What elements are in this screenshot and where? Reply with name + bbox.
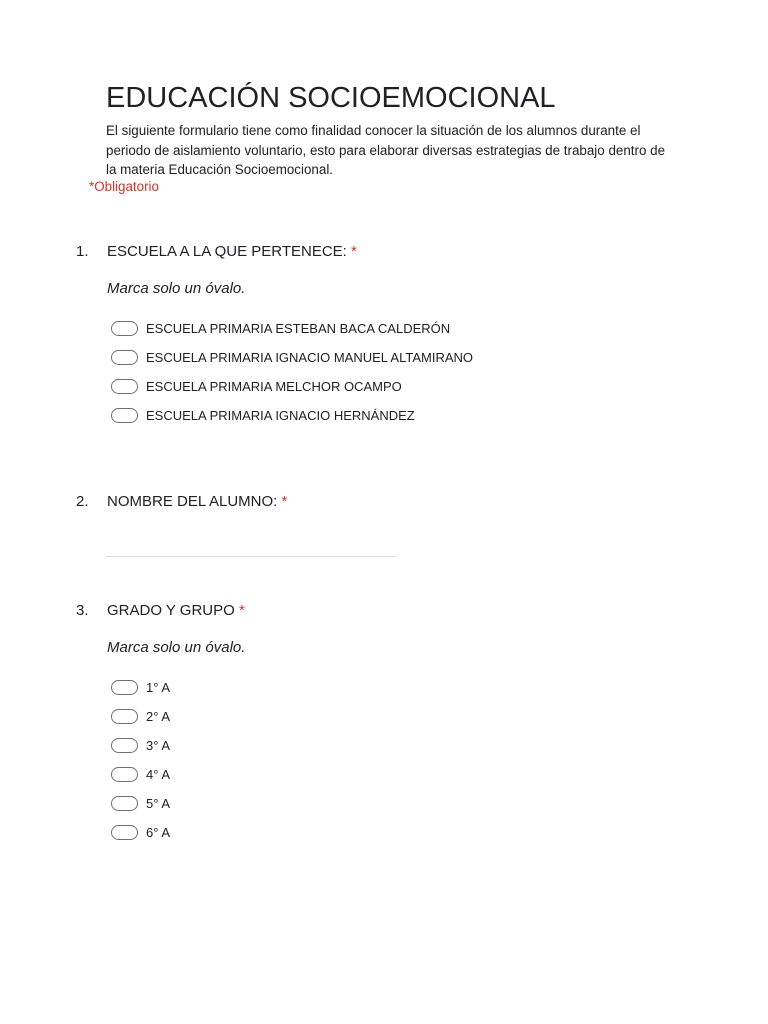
option-4a[interactable] bbox=[111, 764, 170, 784]
question-number: 3. bbox=[76, 602, 89, 619]
option-3a[interactable] bbox=[111, 735, 170, 755]
radio-oval[interactable] bbox=[111, 825, 138, 840]
form-title: EDUCACIÓN SOCIOEMOCIONAL bbox=[106, 82, 556, 114]
option-label: 2° A bbox=[146, 708, 170, 724]
question-number: 2. bbox=[76, 493, 89, 510]
required-asterisk: * bbox=[281, 493, 288, 510]
option-1a[interactable] bbox=[111, 677, 170, 697]
question-hint: Marca solo un óvalo. bbox=[107, 639, 246, 656]
option-label: 6° A bbox=[146, 824, 170, 840]
radio-oval[interactable] bbox=[111, 321, 138, 336]
option-2a[interactable] bbox=[111, 706, 170, 726]
question-title-text: GRADO Y GRUPO bbox=[107, 602, 235, 619]
radio-oval[interactable] bbox=[111, 796, 138, 811]
question-number: 1. bbox=[76, 243, 89, 260]
option-melchor-ocampo[interactable] bbox=[111, 376, 402, 396]
required-asterisk: * bbox=[238, 602, 245, 619]
question-title bbox=[107, 243, 357, 260]
required-note: *Obligatorio bbox=[89, 179, 159, 194]
radio-oval[interactable] bbox=[111, 680, 138, 695]
question-title bbox=[107, 493, 287, 510]
option-label: 3° A bbox=[146, 737, 170, 753]
radio-oval[interactable] bbox=[111, 767, 138, 782]
question-title bbox=[107, 602, 245, 619]
option-label: ESCUELA PRIMARIA IGNACIO HERNÁNDEZ bbox=[146, 407, 415, 423]
option-ignacio-manuel-altamirano[interactable] bbox=[111, 347, 473, 367]
option-6a[interactable] bbox=[111, 822, 170, 842]
student-name-field[interactable] bbox=[106, 556, 396, 557]
option-esteban-baca-calderon[interactable] bbox=[111, 318, 450, 338]
question-title-text: NOMBRE DEL ALUMNO: bbox=[107, 493, 278, 510]
option-label: 5° A bbox=[146, 795, 170, 811]
question-title-text: ESCUELA A LA QUE PERTENECE: bbox=[107, 243, 347, 260]
option-label: ESCUELA PRIMARIA ESTEBAN BACA CALDERÓN bbox=[146, 320, 451, 336]
option-label: ESCUELA PRIMARIA IGNACIO MANUEL ALTAMIRANO bbox=[146, 349, 473, 365]
option-label: 1° A bbox=[146, 679, 170, 695]
option-ignacio-hernandez[interactable] bbox=[111, 405, 415, 425]
option-5a[interactable] bbox=[111, 793, 170, 813]
radio-oval[interactable] bbox=[111, 379, 138, 394]
option-label: 4° A bbox=[146, 766, 170, 782]
radio-oval[interactable] bbox=[111, 408, 138, 423]
question-hint: Marca solo un óvalo. bbox=[107, 280, 246, 297]
form-description: El siguiente formulario tiene como finalidad conocer la situación de los alumnos durante el periodo de aislamiento voluntario, esto para elaborar diversas estrategias de trabajo dentro de la materia Educación Socioemocional. bbox=[106, 123, 666, 177]
option-label: ESCUELA PRIMARIA MELCHOR OCAMPO bbox=[146, 378, 402, 394]
required-asterisk: * bbox=[351, 243, 357, 260]
radio-oval[interactable] bbox=[111, 350, 138, 365]
radio-oval[interactable] bbox=[111, 738, 138, 753]
radio-oval[interactable] bbox=[111, 709, 138, 724]
